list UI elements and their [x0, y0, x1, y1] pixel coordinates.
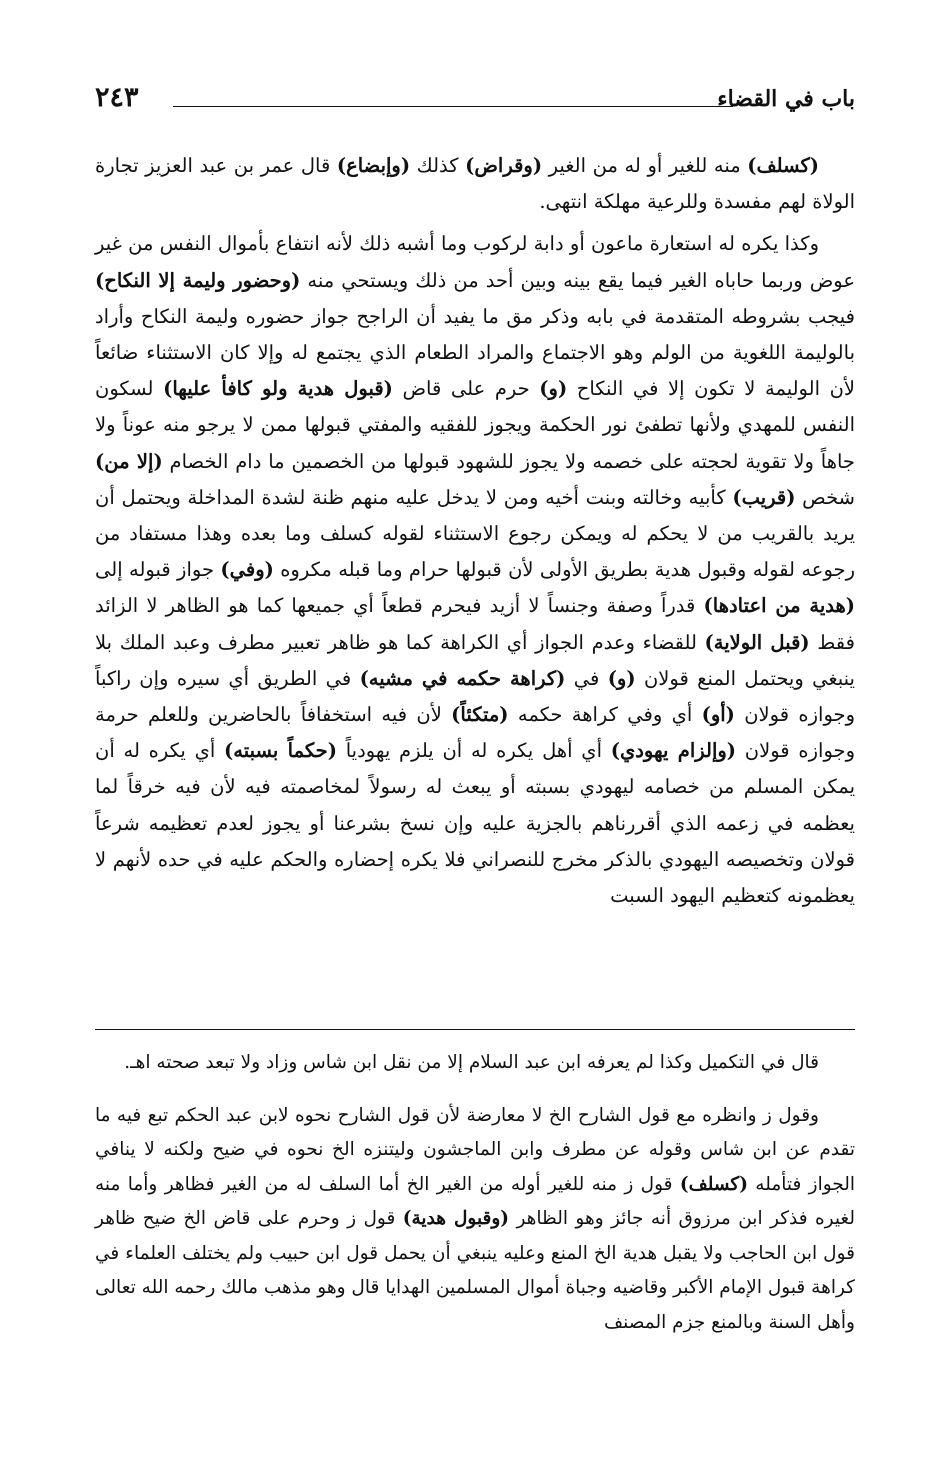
term: (وإبضاع)	[336, 154, 411, 177]
commentary-notes	[95, 1046, 855, 1340]
term: (و)	[607, 666, 636, 690]
term: (وقراض)	[465, 154, 543, 177]
main-text	[95, 148, 855, 914]
term: (كسلف)	[679, 1173, 748, 1195]
term: (وفي)	[220, 558, 274, 582]
main-paragraph-2: وكذا يكره له استعارة ماعون أو دابة لركوب وما أشبه ذلك لأنه انتفاع بأموال النفس من غير عوض وربما حاباه الغير فيما يقع بينه وبين أحد من ذلك ويستحي منه (وحضور وليمة إلا النكاح) فيجب بشروطه المتقدمة في بابه وذكر مق ما يفيد أن الراجح جواز حضوره وليمة النكاح وأراد بالوليمة اللغوية من الولم وهو الاجتماع والمراد الطعام الذي يجتمع له وإلا كان الاستثناء ضائعاً لأن الوليمة لا تكون إلا في النكاح (و) حرم على قاض (قبول هدية ولو كافأ عليها) لسكون النفس للمهدي ولأنها تطفئ نور الحكمة ويجوز للفقيه والمفتي قبولها ممن لا يرجو منه عوناً ولا جاهاً ولا تقوية لحجته على خصمه ولا يجوز للشهود قبولها من الخصمين ما دام الخصام (إلا من) شخص (قريب) كأبيه وخالته وبنت أخيه ومن لا يدخل عليه منهم ظنة لشدة المداخلة ويحتمل أن يريد بالقريب من لا يحكم له ويمكن رجوع الاستثناء لقوله كسلف وما بعده وهذا مستفاد من رجوعه لقوله وقبول هدية بطريق الأولى لأن قبولها حرام وما قبله مكروه (وفي) جواز قبوله إلى (هدية من اعتادها) قدراً وصفة وجنساً لا أزيد فيحرم قطعاً أي جميعها كما هو الظاهر لا الزائد فقط (قبل الولاية) للقضاء وعدم الجواز أي الكراهة كما هو ظاهر تعبير مطرف وعبد الملك بلا ينبغي ويحتمل المنع قولان (و) في (كراهة حكمه في مشيه) في الطريق أي سيره وإن راكباً وجوازه قولان (أو) أي وفي كراهة حكمه (متكئاً) لأن فيه استخفافاً بالحاضرين وللعلم حرمة وجوازه قولان (وإلزام يهودي) أي أهل يكره له أن يلزم يهودياً (حكماً بسبته) أي يكره له أن يمكن المسلم من خصامه ليهودي بسبته أو يبعث له رسولاً لمخاصمته فيه لأن فيه خرقاً لما يعظمه في زعمه الذي أقررناهم بالجزية عليه وإن نسخ بشرعنا أو يجوز لعدم تعظيمه شرعاً قولان وتخصيصه اليهودي بالذكر مخرج للنصراني فلا يكره إحضاره والحكم عليه في حده لأنهم لا يعظمونه كتعظيم اليهود السبت	[95, 232, 856, 908]
term: (هدية من اعتادها)	[703, 594, 855, 618]
term: (إلا من)	[95, 449, 163, 473]
term: (كراهة حكمه في مشيه)	[359, 666, 566, 690]
term: (حكماً بسبته)	[224, 739, 337, 763]
term: (و)	[539, 377, 568, 401]
term: (أو)	[701, 703, 735, 727]
note-paragraph-1: قال في التكميل وكذا لم يعرفه ابن عبد السلام إلا من نقل ابن شاس وزاد ولا تبعد صحته اهـ.	[124, 1052, 819, 1073]
running-header	[95, 82, 855, 122]
term: (وقبول هدية)	[402, 1208, 510, 1229]
term: (متكئاً)	[451, 703, 509, 727]
term: (قبل الولاية)	[704, 630, 810, 654]
note-paragraph-2: وقول ز وانظره مع قول الشارح الخ لا معارضة لأن قول الشارح نحوه لابن عبد الحكم تبع فيه ما تقدم عن ابن شاس وقوله عن مطرف وابن الماجشون وليتنزه الخ نحوه في ضيح ولكنه لا ينافي الجواز فتأمله (كسلف) قول ز منه للغير أوله من الغير الخ أما السلف له من الغير فظاهر وأما منه لغيره فذكر ابن مرزوق أنه جائز وهو الظاهر (وقبول هدية) قول ز وحرم على قاض الخ ضيح ظاهر قول ابن الحاجب ولا يقبل هدية الخ المنع وعليه ينبغي أن يحمل قول ابن حبيب ولم يختلف العلماء في كراهة قبول الإمام الأكبر وقاضيه وجباة أموال المسلمين الهدايا قال وهو مذهب مالك رحمه الله تعالى وأهل السنة وبالمنع جزم المصنف	[95, 1104, 855, 1333]
page-number: ٢٤٣	[95, 82, 139, 113]
term: (كسلف)	[747, 154, 819, 177]
term: (وإلزام يهودي)	[610, 739, 737, 763]
main-paragraph-1: (كسلف) منه للغير أو له من الغير (وقراض) كذلك (وإبضاع) قال عمر بن عبد العزيز تجارة الولاة لهم مفسدة وللرعية مهلكة انتهى.	[95, 154, 855, 214]
header-rule	[173, 106, 733, 107]
term: (وحضور وليمة إلا النكاح)	[95, 268, 301, 292]
term: (قبول هدية ولو كافأ عليها)	[163, 377, 393, 401]
footnote-divider	[95, 1029, 855, 1030]
chapter-title: باب في القضاء	[717, 86, 855, 112]
term: (قريب)	[732, 485, 796, 509]
